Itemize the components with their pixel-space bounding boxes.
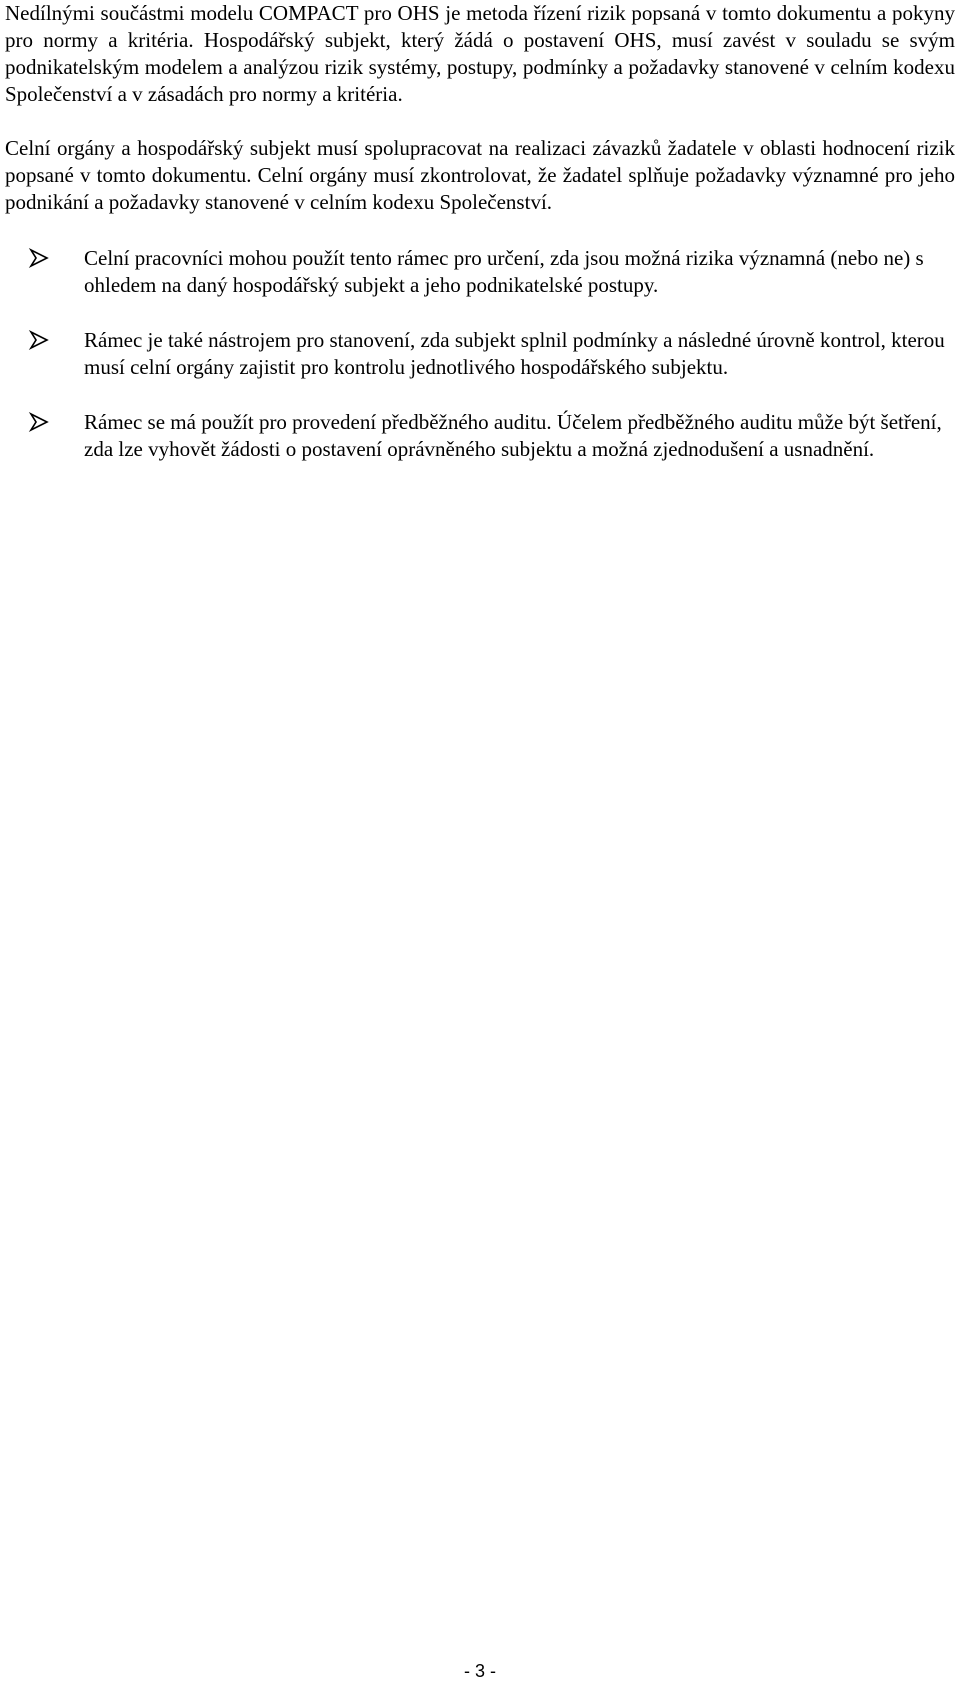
- bullet-list: [5, 245, 955, 463]
- page-number: - 3 -: [463, 1661, 496, 1681]
- list-item: [5, 409, 955, 463]
- arrowhead-bullet-icon: [28, 329, 50, 351]
- bullet-text: Rámec je také nástrojem pro stanovení, zda subjekt splnil podmínky a následné úrovně kontrol, kterou musí celní orgány zajistit pro kontrolu jednotlivého hospodářského subjektu.: [84, 328, 945, 379]
- document-page: [5, 0, 955, 463]
- list-item: [5, 245, 955, 299]
- paragraph-cooperation: Celní orgány a hospodářský subjekt musí spolupracovat na realizaci závazků žadatele v oblasti hodnocení rizik popsané v tomto dokumentu. Celní orgány musí zkontrolovat, že žadatel splňuje požadavky významné pro jeho podnikání a požadavky stanovené v celním kodexu Společenství.: [5, 136, 955, 214]
- bullet-text: Celní pracovníci mohou použít tento rámec pro určení, zda jsou možná rizika významná (nebo ne) s ohledem na daný hospodářský subjekt a jeho podnikatelské postupy.: [84, 246, 924, 297]
- arrowhead-bullet-icon: [28, 247, 50, 269]
- list-item: [5, 327, 955, 381]
- arrowhead-bullet-icon: [28, 411, 50, 433]
- paragraph-intro: Nedílnými součástmi modelu COMPACT pro OHS je metoda řízení rizik popsaná v tomto dokumentu a pokyny pro normy a kritéria. Hospodářský subjekt, který žádá o postavení OHS, musí zavést v souladu se svým podnikatelským modelem a analýzou rizik systémy, postupy, podmínky a požadavky stanovené v celním kodexu Společenství a v zásadách pro normy a kritéria.: [5, 1, 955, 106]
- bullet-text: Rámec se má použít pro provedení předběžného auditu. Účelem předběžného auditu může být šetření, zda lze vyhovět žádosti o postavení oprávněného subjektu a možná zjednodušení a usnadnění.: [84, 410, 942, 461]
